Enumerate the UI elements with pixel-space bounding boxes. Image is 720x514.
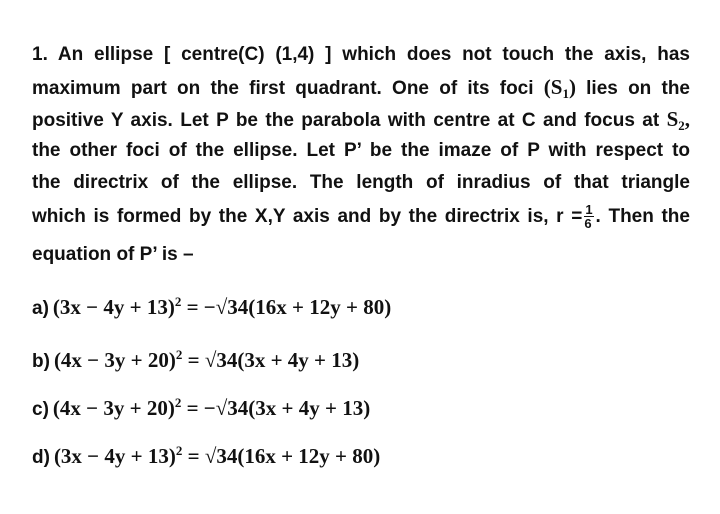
focus-s2-label: $S_2$, [666,107,690,133]
question-line-6-end: . Then the [595,206,690,227]
option-d-label: d) [32,447,50,468]
question-line-2-end: lies on the [586,78,690,99]
focus-s1-label: $(S_1)$ [543,75,576,101]
question-line-4: the other foci of the ellipse. Let P’ be the imaze of P with respect to [32,140,690,161]
inradius-fraction: $\frac{1}{6}$ [584,202,593,232]
option-a[interactable] [32,287,391,324]
question-line-3-text: positive Y axis. Let P be the parabola with centre at C and focus at [32,110,660,131]
option-b-equation: $(4x - 3y + 20)^2 = √34(3x + 4y + 13)$ [53,347,360,372]
option-b[interactable] [32,340,359,377]
question-line-7: equation of P’ is – [32,244,194,265]
option-b-label: b) [32,351,50,372]
option-a-label: a) [32,298,49,319]
option-c-label: c) [32,399,49,420]
question-line-1: 1. An ellipse [ centre(C) (1,4) ] which does not touch the axis, has [32,44,690,65]
option-d[interactable] [32,436,380,473]
option-c[interactable] [32,388,370,425]
question-line-6-text: which is formed by the X,Y axis and by the directrix is, r = [32,206,583,227]
option-a-equation: $(3x - 4y + 13)^2 = -√34(16x + 12y + 80)$ [52,294,392,319]
option-c-equation: $(4x - 3y + 20)^2 = -√34(3x + 4y + 13)$ [52,395,371,420]
question-line-5: the directrix of the ellipse. The length of inradius of that triangle [32,172,690,193]
question-line-6 [32,202,690,232]
question-line-2-text: maximum part on the first quadrant. One of its foci [32,78,534,99]
option-d-equation: $(3x - 4y + 13)^2 = √34(16x + 12y + 80)$ [53,443,381,468]
